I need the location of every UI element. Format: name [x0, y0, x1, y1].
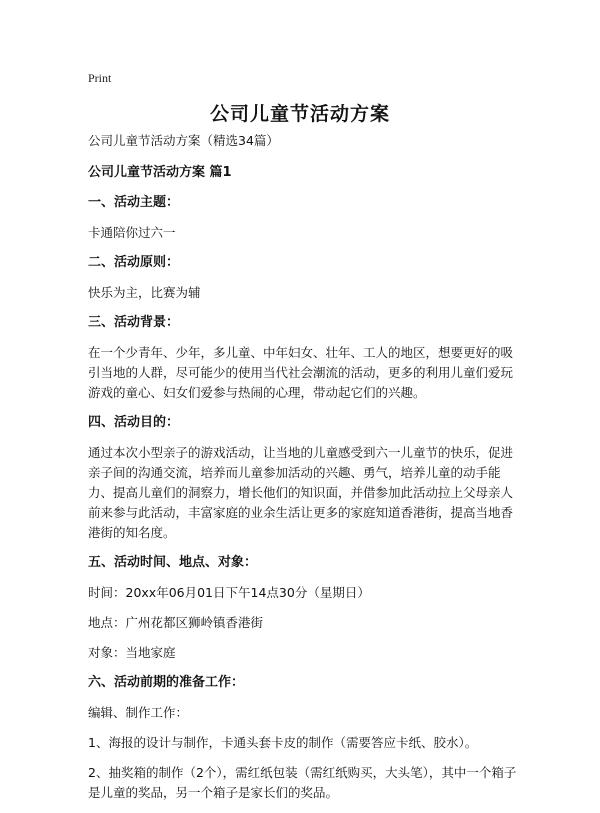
prep-item-2: 2、抽奖箱的制作（2个），需红纸包装（需红纸购买，大头笔），其中一个箱子是儿童的奖品，另一个箱子是家长们的奖品。: [88, 765, 517, 800]
place-text: 地点：广州花都区狮岭镇香港街: [88, 615, 264, 630]
page-title: 公司儿童节活动方案: [209, 103, 390, 125]
principle-heading: 二、活动原则：: [88, 255, 180, 270]
prep-heading: 六、活动前期的准备工作：: [88, 675, 245, 690]
theme-heading: 一、活动主题：: [88, 195, 180, 210]
prep-intro: 编辑、制作工作：: [88, 705, 189, 720]
purpose-text: 通过本次小型亲子的游戏活动，让当地的儿童感受到六一儿童节的快乐，促进亲子间的沟通交流，培养而儿童参加活动的兴趣、勇气，培养儿童的动手能力、提高儿童们的洞察力，增长他们的知识面，并借参加此活动拉上父母亲人前来参与此活动，丰富家庭的业余生活让更多的家庭知道香港街，提高当地香港街的知名度。: [88, 445, 514, 540]
prep-item-1: 1、海报的设计与制作，卡通头套卡皮的制作（需要答应卡纸、胶水）。: [88, 735, 478, 750]
background-heading: 三、活动背景：: [88, 315, 180, 330]
time-place-heading: 五、活动时间、地点、对象：: [88, 555, 258, 570]
audience-text: 对象：当地家庭: [88, 645, 176, 660]
principle-text: 快乐为主，比赛为辅: [88, 285, 201, 300]
document-body: [88, 131, 522, 813]
print-label[interactable]: Print: [88, 71, 112, 85]
theme-text: 卡通陪你过六一: [88, 225, 176, 240]
subtitle: 公司儿童节活动方案（精选34篇）: [88, 133, 279, 148]
background-text: 在一个少青年、少年，多儿童、中年妇女、壮年、工人的地区，想要更好的吸引当地的人群，尽可能少的使用当代社会潮流的活动，更多的利用儿童们爱玩游戏的童心、妇女们爱参与热闹的心理，带动起它们的兴趣。: [88, 345, 514, 400]
purpose-heading: 四、活动目的：: [88, 415, 180, 430]
time-text: 时间：20xx年06月01日下午14点30分（星期日）: [88, 585, 370, 600]
section-title: 公司儿童节活动方案 篇1: [88, 165, 232, 180]
